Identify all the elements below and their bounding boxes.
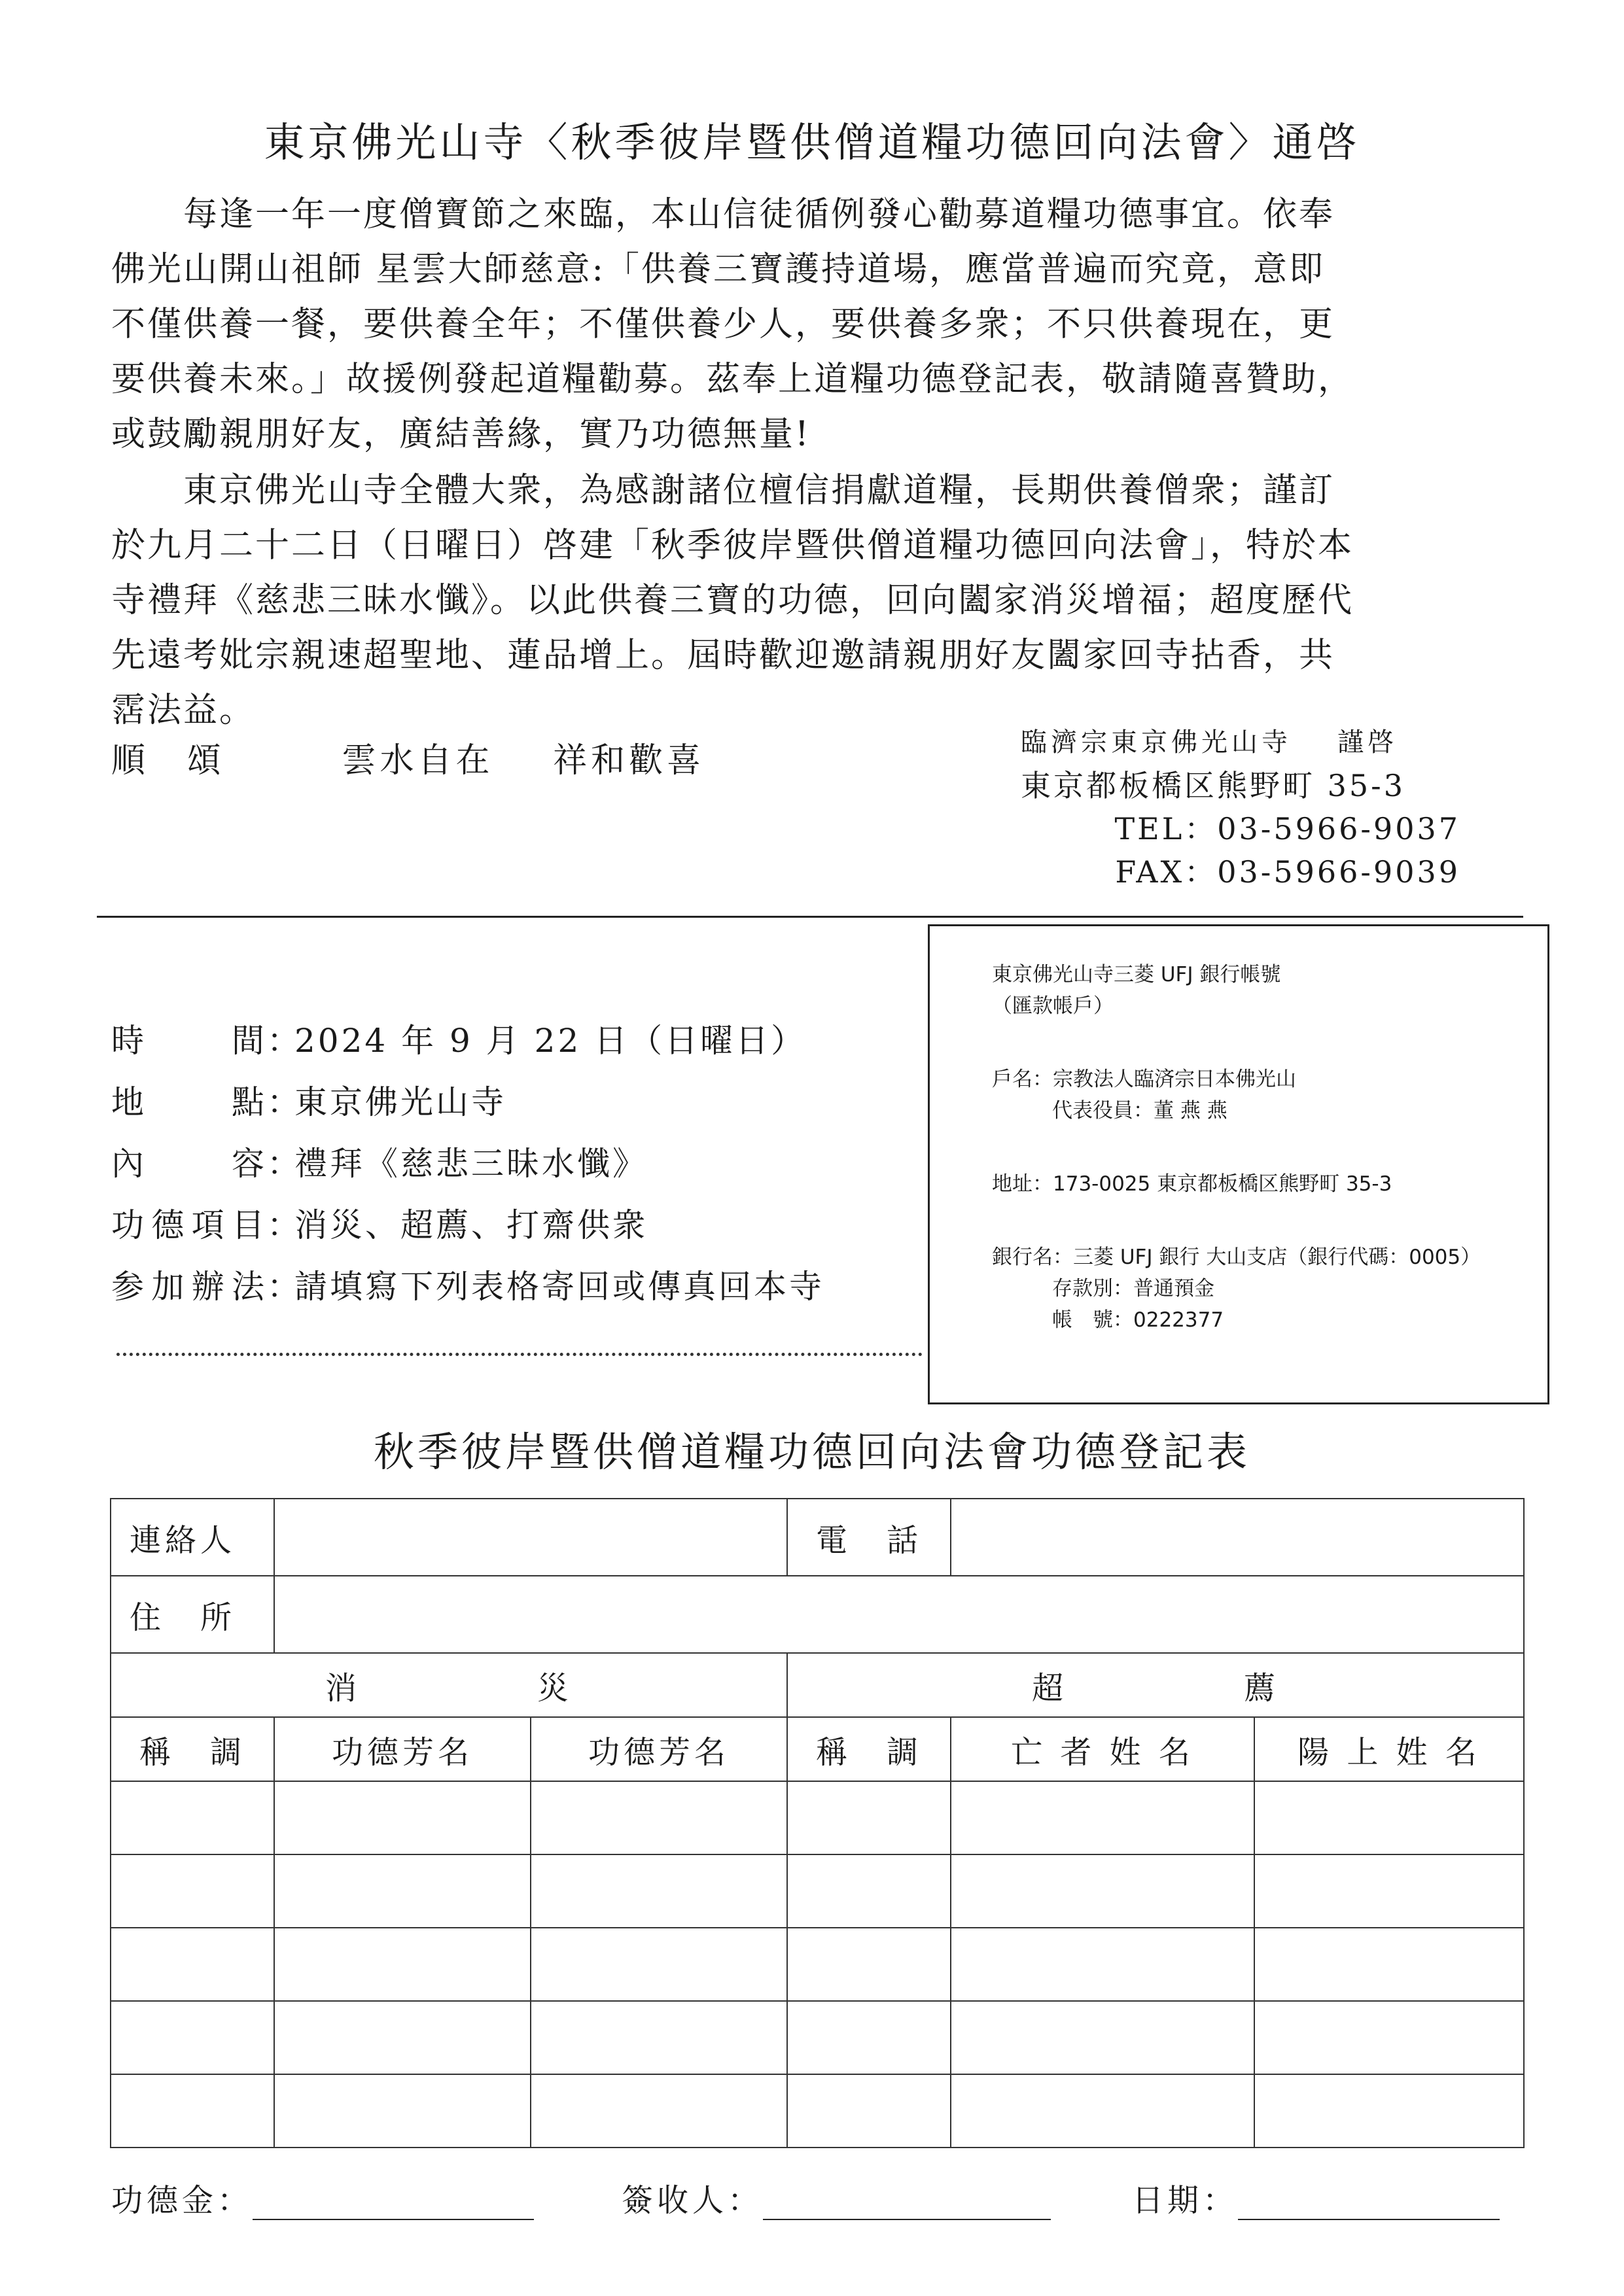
- cut-line: [116, 1353, 923, 1356]
- closing-greeting: [111, 733, 705, 782]
- table-cell[interactable]: [274, 1854, 531, 1928]
- date-field[interactable]: [1238, 2187, 1500, 2220]
- table-cell[interactable]: [111, 2001, 274, 2074]
- text-line: 先遠考妣宗親速超聖地、蓮品增上。屆時歡迎邀請親朋好友闔家回寺拈香，共: [111, 636, 1335, 675]
- col-title-1: 稱 調: [111, 1717, 274, 1781]
- event-place-value: 東京佛光山寺: [294, 1083, 506, 1121]
- colon: ：: [267, 1206, 302, 1244]
- bank-address: 地址：173-0025 東京都板橋区熊野町 35-3: [992, 1172, 1392, 1196]
- table-cell[interactable]: [111, 1854, 274, 1928]
- bank-subtitle: （匯款帳戶）: [992, 994, 1114, 1018]
- sender-block: [1021, 721, 1479, 894]
- sender-org-line: [1021, 721, 1479, 764]
- date-field-group: [1132, 2175, 1500, 2220]
- colon: ：: [267, 1022, 302, 1060]
- col-merit-1: 功德芳名: [274, 1717, 531, 1781]
- col-living: 陽 上 姓 名: [1254, 1717, 1524, 1781]
- col-deceased: 亡 者 姓 名: [951, 1717, 1254, 1781]
- table-cell[interactable]: [531, 1781, 787, 1854]
- table-cell[interactable]: [951, 1781, 1254, 1854]
- event-items-row: [111, 1192, 824, 1253]
- table-cell[interactable]: [787, 1928, 951, 2001]
- amount-field[interactable]: [253, 2187, 534, 2220]
- sender-tel: TEL：03-5966-9037: [1114, 811, 1460, 846]
- colon: ：: [267, 1145, 302, 1183]
- table-row: [111, 2001, 1524, 2074]
- bank-title: 東京佛光山寺三菱 UFJ 銀行帳號: [992, 963, 1281, 986]
- table-row: [111, 2074, 1524, 2148]
- text-line: 每逢一年一度僧寶節之來臨，本山信徒循例發心勸募道糧功德事宜。依奉: [111, 195, 1335, 234]
- section-xiaozai: 消 災: [111, 1653, 787, 1717]
- event-method-value: 請填寫下列表格寄回或傳真回本寺: [294, 1268, 824, 1306]
- section-row: [111, 1653, 1524, 1717]
- bank-account-no: 帳 號：0222377: [1052, 1308, 1224, 1332]
- table-cell[interactable]: [1254, 2074, 1524, 2148]
- address-field[interactable]: [274, 1576, 1524, 1653]
- amount-field-group: [111, 2175, 534, 2220]
- event-place-label: 地點: [111, 1083, 267, 1121]
- table-cell[interactable]: [1254, 2001, 1524, 2074]
- table-cell[interactable]: [274, 1781, 531, 1854]
- text-line: 不僅供養一餐，要供養全年；不僅供養少人，要供養多衆；不只供養現在，更: [111, 305, 1335, 344]
- table-cell[interactable]: [274, 1928, 531, 2001]
- wish-1: 雲水自在: [342, 741, 494, 780]
- table-cell[interactable]: [274, 2074, 531, 2148]
- table-cell[interactable]: [111, 1928, 274, 2001]
- registration-table: [110, 1498, 1525, 2148]
- table-cell[interactable]: [951, 2001, 1254, 2074]
- notice-title: 東京佛光山寺〈秋季彼岸暨供僧道糧功德回向法會〉通啓: [264, 118, 1360, 166]
- colon: ：: [267, 1083, 302, 1121]
- table-cell[interactable]: [1254, 1781, 1524, 1854]
- text-line: 寺禮拜《慈悲三昧水懺》。以此供養三寶的功德，回向闔家消災增福；超度歷代: [111, 581, 1354, 620]
- table-cell[interactable]: [111, 2074, 274, 2148]
- event-method-row: [111, 1253, 824, 1315]
- sender-address: 東京都板橋区熊野町 35-3: [1021, 768, 1405, 803]
- address-label: 住 所: [111, 1576, 274, 1653]
- table-cell[interactable]: [531, 2074, 787, 2148]
- contact-field[interactable]: [274, 1499, 787, 1576]
- table-cell[interactable]: [787, 2074, 951, 2148]
- sender-respect: 謹啓: [1337, 727, 1398, 757]
- event-items-label: 功德項目: [111, 1206, 267, 1244]
- text-line: 霑法益。: [111, 691, 256, 730]
- event-time-label: 時間: [111, 1022, 267, 1060]
- table-cell[interactable]: [531, 1854, 787, 1928]
- phone-field[interactable]: [951, 1499, 1524, 1576]
- text-line: 或鼓勵親朋好友，廣結善緣，實乃功德無量!: [111, 415, 811, 454]
- table-row: [111, 1928, 1524, 2001]
- table-cell[interactable]: [787, 1781, 951, 1854]
- table-cell[interactable]: [274, 2001, 531, 2074]
- table-cell[interactable]: [951, 1854, 1254, 1928]
- sender-fax: FAX：03-5966-9039: [1115, 854, 1460, 890]
- header-row: [111, 1717, 1524, 1781]
- text-line: 佛光山開山祖師 星雲大師慈意:「供養三寶護持道場，應當普遍而究竟，意即: [111, 250, 1326, 289]
- text-line: 東京佛光山寺全體大衆，為感謝諸位檀信捐獻道糧，長期供養僧衆；謹訂: [111, 471, 1335, 510]
- greeting: 順 頌: [111, 741, 226, 780]
- receiver-label: 簽收人：: [622, 2182, 764, 2219]
- receiver-field-group: [622, 2175, 1051, 2220]
- bank-account-type: 存款別：普通預金: [1052, 1277, 1214, 1300]
- table-cell[interactable]: [531, 1928, 787, 2001]
- text-line: 於九月二十二日（日曜日）啓建「秋季彼岸暨供僧道糧功德回向法會」，特於本: [111, 526, 1354, 565]
- table-row: [111, 1781, 1524, 1854]
- colon: ：: [267, 1268, 302, 1306]
- bank-name: 銀行名：三菱 UFJ 銀行 大山支店（銀行代碼：0005）: [992, 1245, 1481, 1269]
- bank-rep: 代表役員：董 燕 燕: [1052, 1099, 1227, 1122]
- intro-paragraph-1: [111, 187, 1511, 462]
- text-line: 要供養未來。」故援例發起道糧勸募。茲奉上道糧功德登記表，敬請隨喜贊助，: [111, 360, 1354, 399]
- event-time-value: 2024 年 9 月 22 日（日曜日）: [294, 1022, 807, 1060]
- event-items-value: 消災、超薦、打齋供衆: [294, 1206, 648, 1244]
- receiver-field[interactable]: [763, 2187, 1051, 2220]
- table-cell[interactable]: [1254, 1854, 1524, 1928]
- divider: [97, 916, 1523, 918]
- wish-2: 祥和歡喜: [553, 741, 705, 780]
- event-place-row: [111, 1069, 824, 1130]
- event-content-row: [111, 1130, 824, 1192]
- address-row: [111, 1576, 1524, 1653]
- table-cell[interactable]: [951, 2074, 1254, 2148]
- col-merit-2: 功德芳名: [531, 1717, 787, 1781]
- intro-paragraph-2: [111, 463, 1511, 738]
- bank-account-box: [928, 924, 1549, 1404]
- table-cell[interactable]: [787, 1854, 951, 1928]
- event-method-label: 参加辦法: [111, 1268, 267, 1306]
- sender-org: 臨濟宗東京佛光山寺: [1021, 727, 1292, 757]
- event-content-value: 禮拜《慈悲三昧水懺》: [294, 1145, 648, 1183]
- table-cell[interactable]: [1254, 1928, 1524, 2001]
- amount-label: 功德金：: [111, 2182, 253, 2219]
- table-cell[interactable]: [787, 2001, 951, 2074]
- event-time-row: [111, 1007, 824, 1069]
- bank-holder: 戶名：宗教法人臨済宗日本佛光山: [992, 1068, 1296, 1091]
- table-row: [111, 1854, 1524, 1928]
- section-chaojian: 超 薦: [787, 1653, 1524, 1717]
- contact-label: 連絡人: [111, 1499, 274, 1576]
- form-title: 秋季彼岸暨供僧道糧功德回向法會功德登記表: [373, 1428, 1250, 1476]
- phone-label: 電 話: [787, 1499, 951, 1576]
- table-cell[interactable]: [951, 1928, 1254, 2001]
- contact-row: [111, 1499, 1524, 1576]
- col-title-2: 稱 調: [787, 1717, 951, 1781]
- date-label: 日期：: [1132, 2182, 1239, 2219]
- event-content-label: 內容: [111, 1145, 267, 1183]
- event-info: [111, 1007, 824, 1315]
- table-cell[interactable]: [111, 1781, 274, 1854]
- table-cell[interactable]: [531, 2001, 787, 2074]
